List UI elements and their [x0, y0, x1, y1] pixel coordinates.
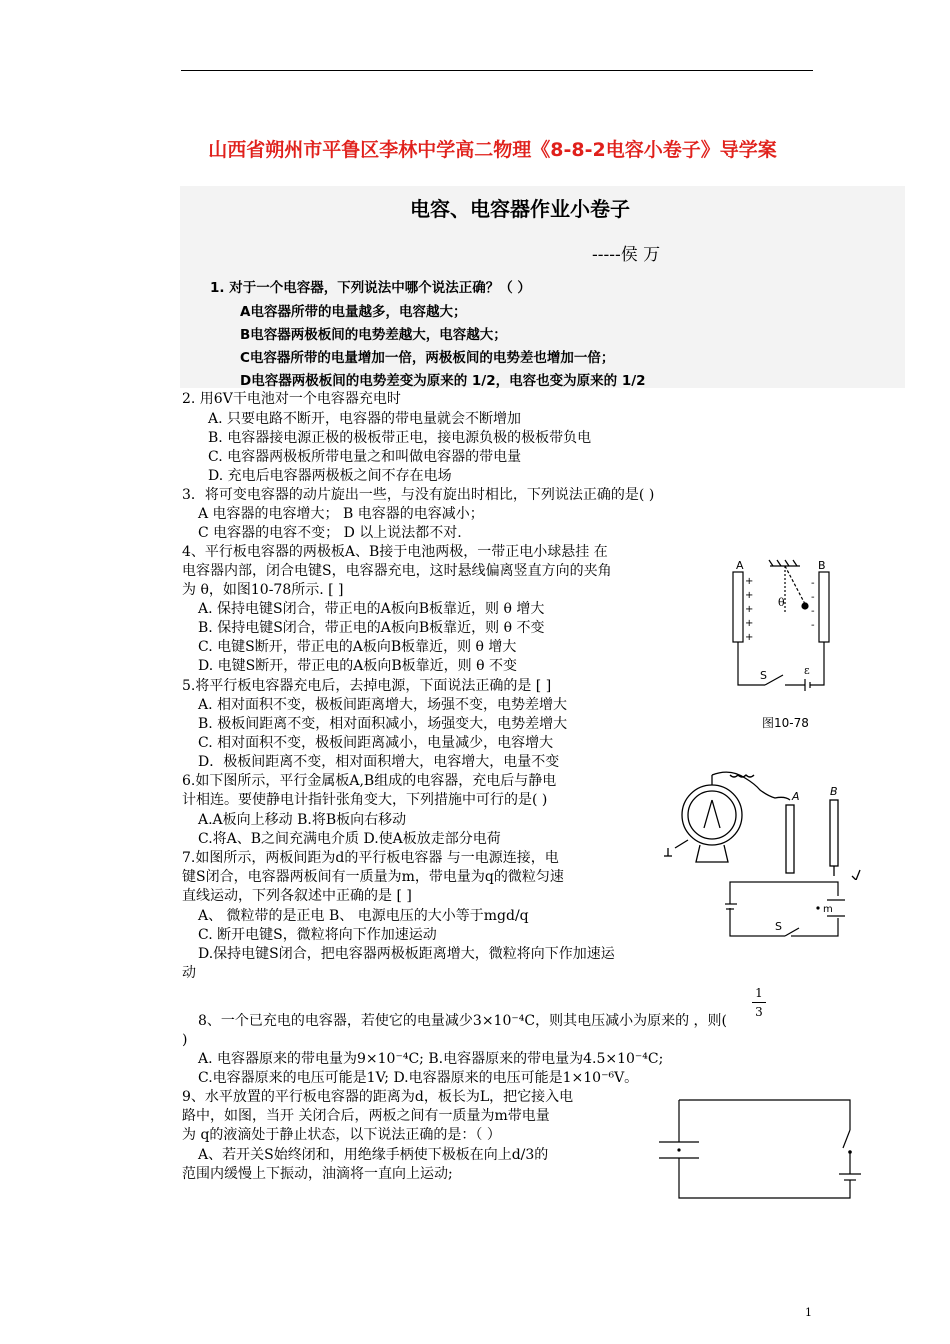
- text-line: 4、平行板电容器的两极板A、B接于电池两极，一带正电小球悬挂 在: [182, 544, 608, 560]
- label-s: S: [775, 920, 782, 933]
- text-line: C. 电键S断开，带正电的A板向B板靠近，则 θ 增大: [198, 639, 517, 655]
- q9-circuit-figure: [655, 1094, 870, 1204]
- text-line: 直线运动，下列各叙述中正确的是 [ ]: [182, 888, 412, 904]
- svg-text:+: +: [745, 604, 754, 615]
- text-line: A. 只要电路不断开，电容器的带电量就会不断增加: [208, 411, 522, 427]
- label-m: m: [823, 904, 833, 915]
- svg-text:+: +: [745, 618, 754, 629]
- text-line: 5.将平行板电容器充电后，去掉电源，下面说法正确的是 [ ]: [182, 678, 552, 694]
- text-line: A. 保持电键S闭合，带正电的A板向B板靠近，则 θ 增大: [198, 601, 545, 617]
- label-s: S: [760, 669, 767, 682]
- text-line: 动: [182, 965, 196, 981]
- text-line: A. 电容器原来的带电量为9×10⁻⁴C; B.电容器原来的带电量为4.5×10⁻⁴C;: [198, 1051, 664, 1067]
- plate-b: [819, 572, 829, 642]
- text-line: 6.如下图所示，平行金属板A,B组成的电容器，充电后与静电: [182, 773, 557, 789]
- text-line: C. 相对面积不变，极板间距离减小，电量减少，电容增大: [198, 735, 554, 751]
- question-1-option: B电容器两极板间的电势差越大，电容越大；: [240, 327, 507, 343]
- text-line: 9、水平放置的平行板电容器的距离为d，板长为L，把它接入电: [182, 1089, 574, 1105]
- text-line: B. 极板间距离不变，相对面积减小，场强变大，电势差增大: [198, 716, 568, 732]
- question-1-stem: 1. 对于一个电容器，下列说法中哪个说法正确？（ ）: [210, 280, 531, 296]
- electrometer-figure: [660, 770, 880, 880]
- text-line: C.将A、B之间充满电介质 D.使A板放走部分电荷: [198, 831, 501, 847]
- label-emf: ε: [804, 664, 810, 677]
- question-1-option: C电容器所带的电量增加一倍，两极板间的电势差也增加一倍；: [240, 350, 615, 366]
- text-line: C. 断开电键S，微粒将向下作加速运动: [198, 927, 437, 943]
- figure-10-78: [715, 552, 855, 737]
- plate-a: [733, 572, 743, 642]
- text-line: 3．将可变电容器的动片旋出一些，与没有旋出时相比，下列说法正确的是( ): [182, 487, 655, 503]
- scan-author: -----侯 万: [592, 245, 661, 265]
- fraction-one-third: [752, 986, 766, 1019]
- text-line: 范围内缓慢上下振动，油滴将一直向上运动;: [182, 1166, 453, 1182]
- text-line: A 电容器的电容增大； B 电容器的电容减小；: [198, 506, 484, 522]
- text-line: D. 充电后电容器两极板之间不存在电场: [208, 468, 452, 484]
- label-a: A: [792, 790, 800, 803]
- page-number: 1: [805, 1306, 812, 1319]
- text-line: A.A板向上移动 B.将B板向右移动: [198, 812, 407, 828]
- text-line: D.保持电键S闭合，把电容器两极板距离增大，微粒将向下作加速运: [198, 946, 615, 962]
- svg-text:-: -: [811, 592, 815, 603]
- svg-text:-: -: [811, 620, 815, 631]
- label-theta: θ: [778, 596, 785, 609]
- svg-text:-: -: [811, 606, 815, 617]
- text-line: 路中，如图，当开 关闭合后，两板之间有一质量为m带电量: [182, 1108, 550, 1124]
- label-b: B: [830, 785, 838, 798]
- fraction-numerator: 1: [755, 986, 763, 1000]
- svg-text:+: +: [745, 576, 754, 587]
- text-line: C. 电容器两极板所带电量之和叫做电容器的带电量: [208, 449, 522, 465]
- text-line: ): [182, 1032, 188, 1048]
- question-1-option: A电容器所带的电量越多，电容越大；: [240, 304, 467, 320]
- text-line: A、若开关S始终闭和，用绝缘手柄使下极板在向上d/3的: [198, 1147, 549, 1163]
- scan-title: 电容、电容器作业小卷子: [410, 197, 630, 221]
- q7-circuit-figure: [725, 878, 845, 940]
- header-rule: [181, 70, 813, 71]
- question-1-option: D电容器两极板间的电势差变为原来的 1/2，电容也变为原来的 1/2: [240, 373, 646, 389]
- svg-text:+: +: [745, 632, 754, 643]
- text-line: 为 q的液滴处于静止状态，以下说法正确的是：（ ）: [182, 1127, 501, 1143]
- svg-text:+: +: [745, 590, 754, 601]
- svg-text:-: -: [811, 578, 815, 589]
- text-line: 计相连。要使静电计指针张角变大，下列措施中可行的是( ): [182, 792, 548, 808]
- text-line: A、 微粒带的是正电 B、 电源电压的大小等于mgd/q: [198, 908, 529, 924]
- text-line: 2. 用6V干电池对一个电容器充电时: [182, 391, 401, 407]
- page-title: 山西省朔州市平鲁区李林中学高二物理《8-8-2电容小卷子》导学案: [208, 139, 777, 161]
- label-a: A: [736, 559, 744, 572]
- text-line: 7.如图所示，两板间距为d的平行板电容器 与一电源连接，电: [182, 850, 559, 866]
- text-line: 为 θ，如图10-78所示. [ ]: [182, 582, 344, 598]
- text-line: A. 相对面积不变，极板间距离增大，场强不变，电势差增大: [198, 697, 568, 713]
- text-line: C.电容器原来的电压可能是1V; D.电容器原来的电压可能是1×10⁻⁶V。: [198, 1070, 639, 1086]
- text-line: D．极板间距离不变，相对面积增大，电容增大，电量不变: [198, 754, 560, 770]
- figure-caption: 图10-78: [762, 716, 809, 730]
- text-line: D. 电键S断开，带正电的A板向B板靠近，则 θ 不变: [198, 658, 517, 674]
- text-line: C 电容器的电容不变； D 以上说法都不对.: [198, 525, 462, 541]
- text-line: 8、一个已充电的电容器，若使它的电量减少3×10⁻⁴C，则其电压减小为原来的 ，则(: [198, 1013, 727, 1029]
- text-line: 电容器内部，闭合电键S，电容器充电，这时悬线偏离竖直方向的夹角: [182, 563, 612, 579]
- label-b: B: [818, 559, 826, 572]
- text-line: B. 电容器接电源正极的极板带正电，接电源负极的极板带负电: [208, 430, 592, 446]
- fraction-denominator: 3: [755, 1005, 763, 1019]
- text-line: B. 保持电键S闭合，带正电的A板向B板靠近，则 θ 不变: [198, 620, 545, 636]
- text-line: 键S闭合，电容器两板间有一质量为m，带电量为q的微粒匀速: [182, 869, 564, 885]
